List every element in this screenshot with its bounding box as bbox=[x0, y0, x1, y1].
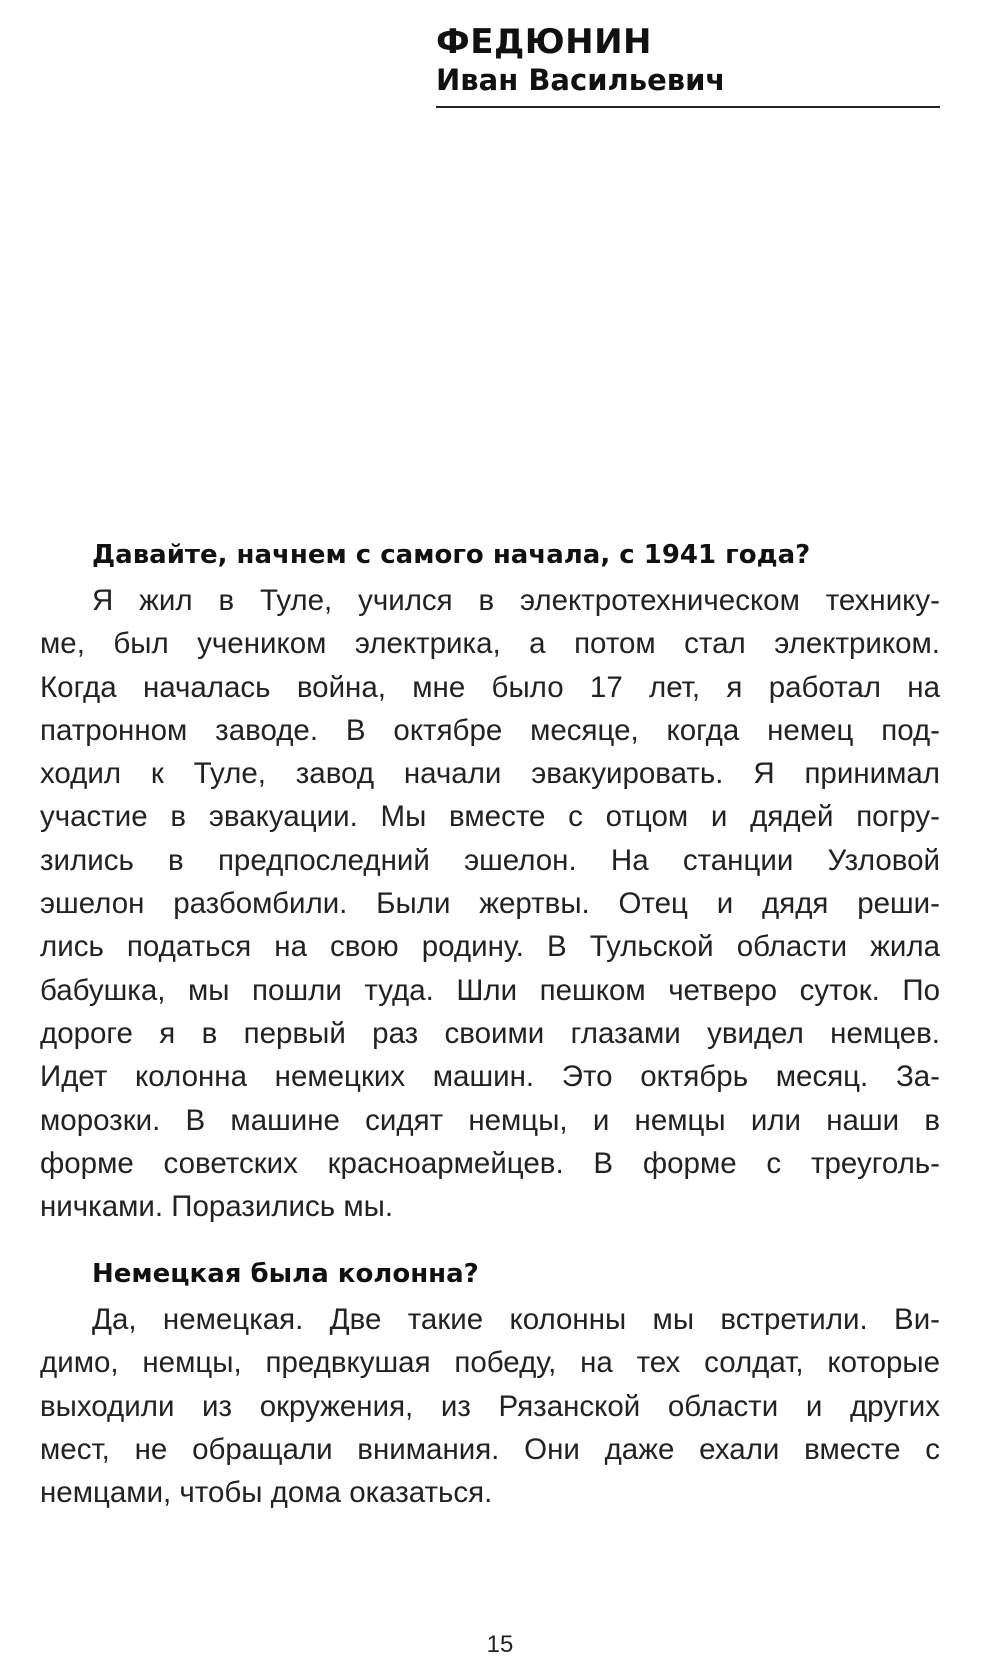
interview-question: Немецкая была колонна? bbox=[92, 1259, 479, 1289]
answer-line: зились в предпоследний эшелон. На станции Узловой bbox=[40, 843, 940, 877]
answer-line: форме советских красноармейцев. В форме с треуголь- bbox=[40, 1146, 940, 1180]
answer-line: выходили из окружения, из Рязанской области и других bbox=[40, 1389, 940, 1423]
answer-line: эшелон разбомбили. Были жертвы. Отец и дядя реши- bbox=[40, 887, 940, 921]
interview-answer bbox=[40, 1298, 940, 1514]
answer-line: мест, не обращали внимания. Они даже ехали вместе с bbox=[40, 1432, 940, 1466]
answer-line: Идет колонна немецких машин. Это октябрь месяц. За- bbox=[40, 1060, 940, 1094]
person-surname: ФЕДЮНИН bbox=[436, 22, 652, 62]
answer-line: димо, немцы, предвкушая победу, на тех солдат, которые bbox=[40, 1346, 940, 1380]
answer-line: патронном заводе. В октябре месяце, когда немец под- bbox=[40, 713, 940, 747]
person-given-names: Иван Васильевич bbox=[436, 63, 726, 97]
answer-line: лись податься на свою родину. В Тульской области жила bbox=[40, 930, 940, 964]
answer-line: немцами, чтобы дома оказаться. bbox=[40, 1476, 493, 1510]
interview-section-2 bbox=[40, 1256, 940, 1514]
page-number: 15 bbox=[486, 1631, 514, 1658]
interview-question: Давайте, начнем с самого начала, с 1941 года? bbox=[92, 540, 811, 570]
answer-line: бабушка, мы пошли туда. Шли пешком четверо суток. По bbox=[40, 973, 940, 1007]
answer-line: Да, немецкая. Две такие колонны мы встретили. Ви- bbox=[92, 1303, 940, 1336]
chapter-header bbox=[436, 22, 940, 108]
answer-line: дороге я в первый раз своими глазами увидел немцев. bbox=[40, 1016, 940, 1050]
header-rule bbox=[436, 106, 940, 108]
answer-line: участие в эвакуации. Мы вместе с отцом и дядей погру- bbox=[40, 800, 940, 834]
answer-line: Я жил в Туле, учился в электротехническом технику- bbox=[92, 584, 940, 617]
interview-answer bbox=[40, 579, 940, 1228]
answer-line: ничками. Поразились мы. bbox=[40, 1190, 394, 1224]
answer-line: морозки. В машине сидят немцы, и немцы или наши в bbox=[40, 1103, 940, 1137]
answer-line: ходил к Туле, завод начали эвакуировать. Я принимал bbox=[40, 757, 940, 791]
interview-section-1 bbox=[40, 537, 940, 1228]
answer-line: Когда началась война, мне было 17 лет, я работал на bbox=[40, 670, 940, 704]
answer-line: ме, был учеником электрика, а потом стал электриком. bbox=[40, 627, 940, 661]
